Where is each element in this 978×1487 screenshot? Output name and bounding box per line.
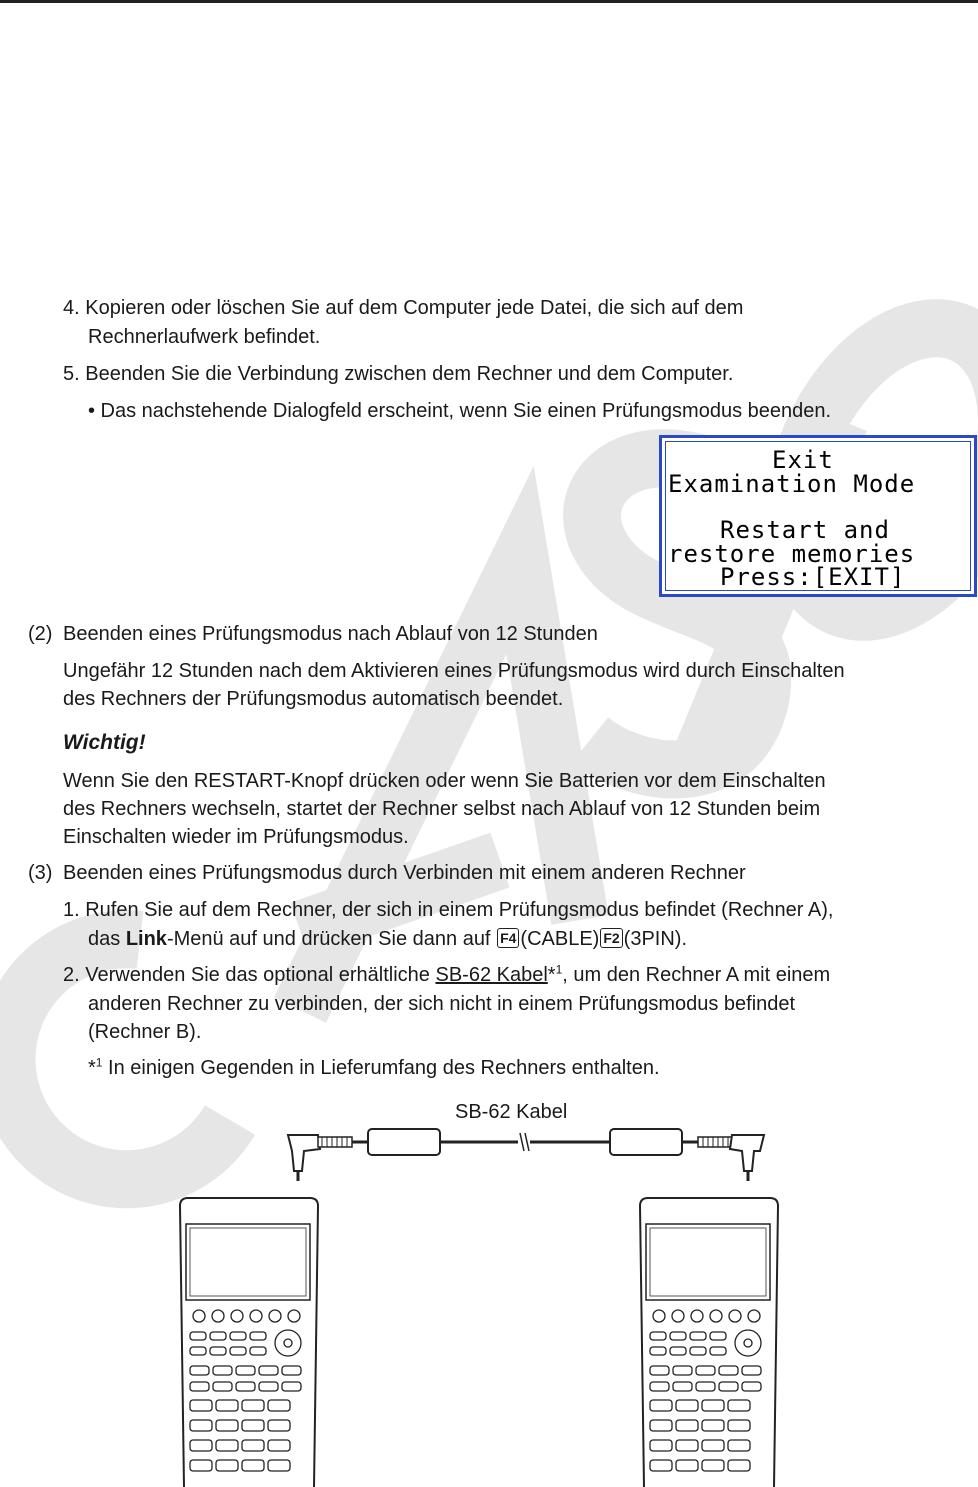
section3-step2-line1: [63, 963, 830, 987]
3pin-option: (3PIN).: [623, 928, 687, 950]
section2-heading: Beenden eines Prüfungsmodus nach Ablauf von 12 Stunden: [63, 623, 598, 645]
step2-text-pre: 2. Verwenden Sie das optional erhältliche: [63, 964, 436, 986]
section3-step1-line1: 1. Rufen Sie auf dem Rechner, der sich in einem Prüfungsmodus befindet (Rechner A),: [63, 899, 834, 921]
calculator-b-illustration: [638, 1196, 780, 1487]
screen-line-4: restore memories: [668, 540, 916, 568]
section3-step2-line2: anderen Rechner zu verbinden, der sich nicht in einem Prüfungsmodus befindet: [88, 993, 796, 1015]
section3-step2-line3: (Rechner B).: [88, 1021, 202, 1043]
screen-line-5: Press:[EXIT]: [720, 563, 906, 591]
top-rule: [0, 0, 978, 3]
section2-number: (2): [28, 623, 53, 645]
step5-line1: 5. Beenden Sie die Verbindung zwischen dem Rechner und dem Computer.: [63, 363, 734, 385]
section2-para-2: des Rechners der Prüfungsmodus automatisch beendet.: [63, 688, 564, 710]
f4-key-icon: F4: [497, 928, 519, 948]
step1-text-pre: das: [88, 928, 126, 950]
footnote-number: 1: [95, 1055, 103, 1070]
exit-dialog-screen: [659, 435, 977, 597]
warning-line-1: Wenn Sie den RESTART-Knopf drücken oder wenn Sie Batterien vor dem Einschalten: [63, 770, 826, 792]
step1-text-mid: -Menü auf und drücken Sie dann auf: [166, 928, 497, 950]
step4-line2: Rechnerlaufwerk befindet.: [88, 326, 321, 348]
link-menu-name: Link: [125, 928, 167, 950]
cable-label: SB-62 Kabel: [455, 1101, 568, 1123]
f2-key-icon: F2: [600, 928, 622, 948]
screen-line-1: Exit: [772, 446, 834, 474]
section3-step1-line2: [88, 927, 687, 951]
step4-line1: 4. Kopieren oder löschen Sie auf dem Computer jede Datei, die sich auf dem: [63, 297, 744, 319]
footnote-ref: 1: [555, 962, 563, 977]
footnote-star: *: [547, 964, 556, 986]
screen-line-3: Restart and: [720, 516, 890, 544]
sb62-cable-illustration: [270, 1125, 780, 1185]
footnote-star-mark: *: [88, 1057, 96, 1079]
calculator-a-illustration: [178, 1196, 320, 1487]
warning-line-2: des Rechners wechseln, startet der Rechner selbst nach Ablauf von 12 Stunden beim: [63, 798, 821, 820]
important-heading: Wichtig!: [63, 731, 146, 754]
bullet-dialog-note: • Das nachstehende Dialogfeld erscheint, wenn Sie einen Prüfungsmodus beenden.: [88, 400, 832, 422]
step2-text-post: , um den Rechner A mit einem: [562, 964, 831, 986]
sb62-cable-link[interactable]: SB-62 Kabel: [435, 964, 548, 986]
warning-line-3: Einschalten wieder im Prüfungsmodus.: [63, 826, 409, 848]
section3-heading: Beenden eines Prüfungsmodus durch Verbinden mit einem anderen Rechner: [63, 862, 746, 884]
footnote-text: In einigen Gegenden in Lieferumfang des Rechners enthalten.: [102, 1057, 660, 1079]
section2-para-1: Ungefähr 12 Stunden nach dem Aktivieren eines Prüfungsmodus wird durch Einschalten: [63, 660, 845, 682]
screen-line-2: Examination Mode: [668, 470, 916, 498]
footnote: [88, 1056, 660, 1080]
cable-option: (CABLE): [520, 928, 600, 950]
section3-number: (3): [28, 862, 53, 884]
